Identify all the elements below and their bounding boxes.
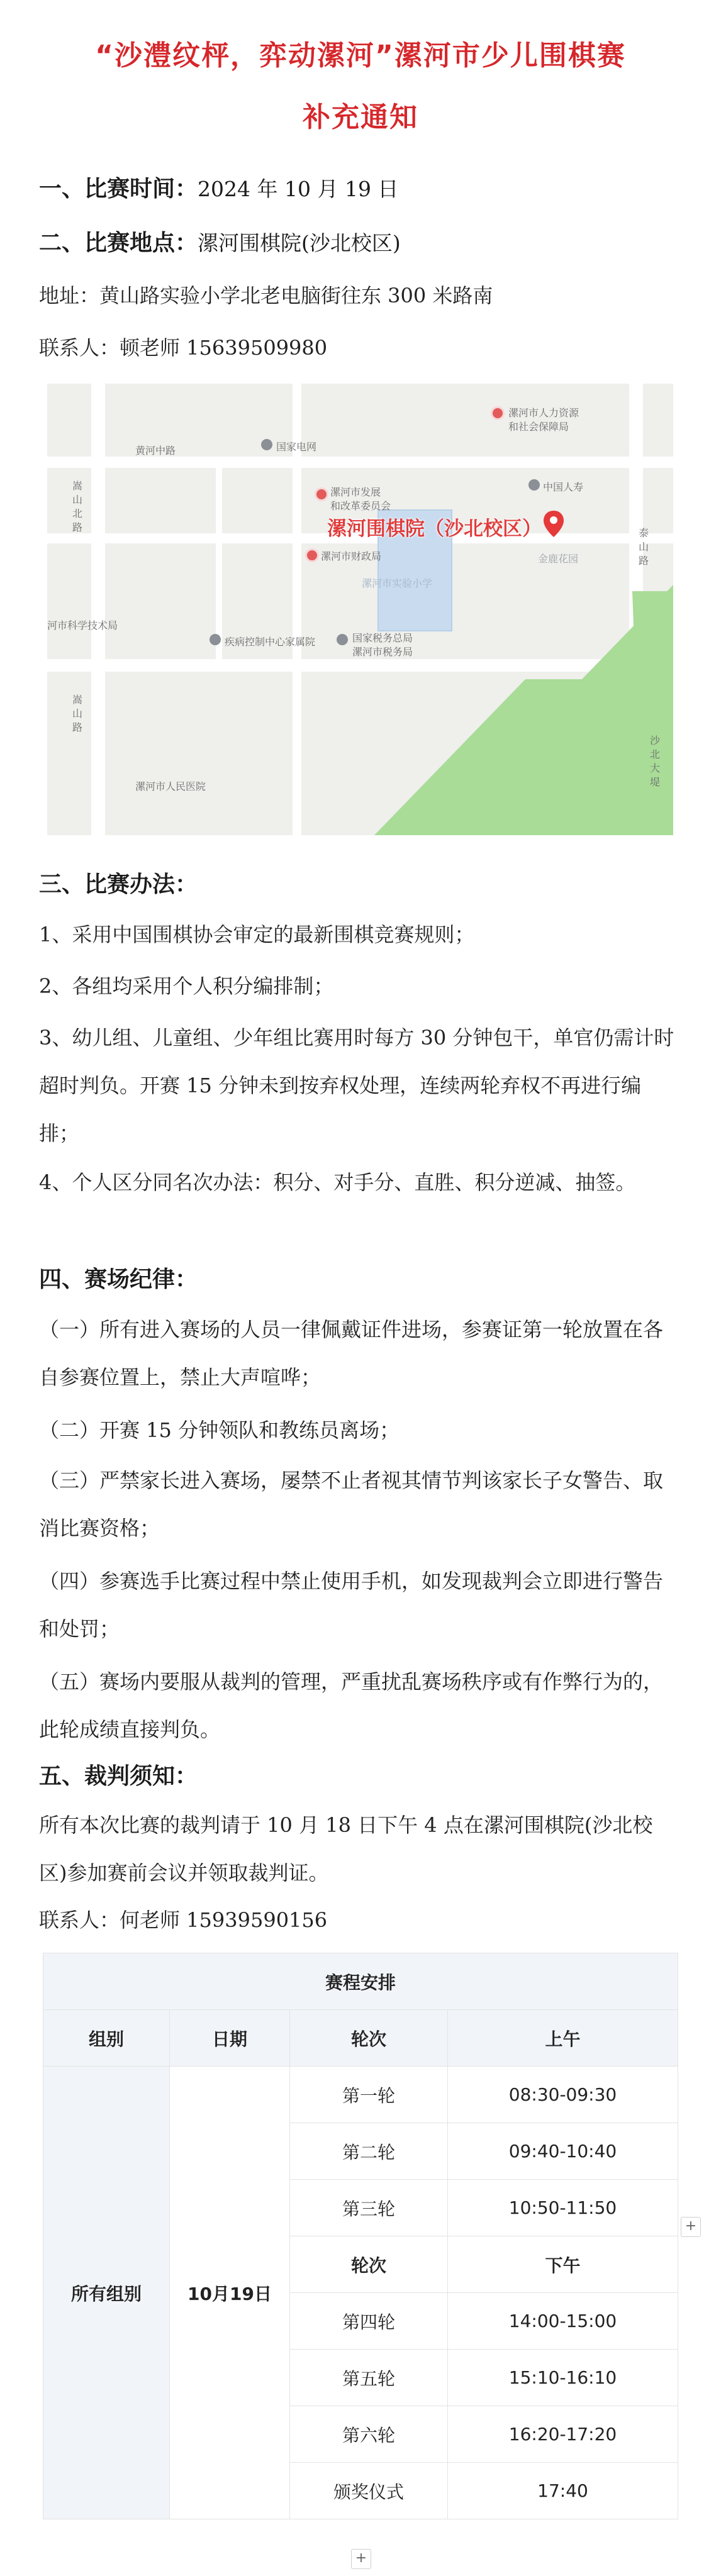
map-label: 河市科学技术局 <box>47 619 118 631</box>
referee-contact: 联系人：何老师 15939590156 <box>39 1908 328 1932</box>
discipline-item: （四）参赛选手比赛过程中禁止使用手机，如发现裁判会立即进行警告和处罚； <box>39 1569 664 1641</box>
date-cell: 10月19日 <box>170 2067 290 2519</box>
round-cell: 颁奖仪式 <box>290 2463 448 2519</box>
round-cell: 第三轮 <box>290 2180 448 2236</box>
afternoon-round-header: 轮次 <box>290 2236 448 2293</box>
map-label: 漯河市发展 <box>330 486 381 498</box>
map-label: 国家税务总局 <box>352 632 413 644</box>
poi-guojiadianwang-icon <box>261 439 272 450</box>
match-time-value: 2024 年 10 月 19 日 <box>198 177 399 201</box>
map-label: 国家电网 <box>276 441 317 453</box>
rule-item: 2、各组均采用个人积分编排制； <box>39 974 334 998</box>
map-label: 山 <box>639 541 649 553</box>
match-place <box>39 225 401 257</box>
map-label: 漯河市财政局 <box>321 550 382 562</box>
round-cell: 第四轮 <box>290 2293 448 2350</box>
map-label: 山 <box>72 494 83 506</box>
col-group-header: 组别 <box>43 2010 170 2067</box>
map-label: 漯河市税务局 <box>352 646 413 658</box>
map-label: 路 <box>639 555 649 567</box>
map-label: 嵩 <box>72 694 83 706</box>
map-label: 和改革委员会 <box>330 500 391 512</box>
poi-caizheng-icon <box>305 548 319 562</box>
schedule-table <box>43 1953 678 2519</box>
add-row-button[interactable]: + <box>351 2549 371 2569</box>
add-column-button[interactable]: + <box>681 2217 701 2237</box>
venue-pin-icon[interactable] <box>542 509 565 538</box>
discipline-item: （三）严禁家长进入赛场，屡禁不止者视其情节判该家长子女警告、取消比赛资格； <box>39 1468 664 1540</box>
map-label: 金鹿花园 <box>538 553 579 565</box>
round-cell: 第六轮 <box>290 2406 448 2463</box>
map-label: 疾病控制中心家属院 <box>225 636 316 648</box>
match-place-value: 漯河围棋院(沙北校区) <box>198 231 401 255</box>
time-cell: 10:50-11:50 <box>448 2180 678 2236</box>
map-label: 北 <box>650 748 661 760</box>
rule-item: 4、个人区分同名次办法：积分、对手分、直胜、积分逆减、抽签。 <box>39 1170 636 1194</box>
map-label: 嵩 <box>72 480 83 492</box>
time-cell: 08:30-09:30 <box>448 2067 678 2123</box>
map-label: 漯河市实验小学 <box>362 577 433 589</box>
round-cell: 第二轮 <box>290 2123 448 2180</box>
discipline-item: （五）赛场内要服从裁判的管理，严重扰乱赛场秩序或有作弊行为的，此轮成绩直接判负。 <box>39 1670 664 1741</box>
rule-item: 3、幼儿组、儿童组、少年组比赛用时每方 30 分钟包干，单官仍需计时超时判负。开赛 15 分钟未到按弃权处理，连续两轮弃权不再进行编排； <box>39 1026 674 1145</box>
afternoon-header: 下午 <box>448 2236 678 2293</box>
time-cell: 17:40 <box>448 2463 678 2519</box>
map-label: 堤 <box>650 776 661 788</box>
col-round-header: 轮次 <box>290 2010 448 2067</box>
map-label: 路 <box>72 721 83 733</box>
time-cell: 15:10-16:10 <box>448 2350 678 2406</box>
discipline-item: （二）开赛 15 分钟领队和教练员离场； <box>39 1418 400 1442</box>
address-line: 地址：黄山路实验小学北老电脑街往东 300 米路南 <box>39 284 493 308</box>
schedule-title: 赛程安排 <box>43 1953 678 2010</box>
poi-renliziyuan-icon <box>491 406 505 420</box>
referee-notice: 所有本次比赛的裁判请于 10 月 18 日下午 4 点在漯河围棋院(沙北校区)参加赛前会议并领取裁判证。 <box>39 1813 653 1885</box>
location-map[interactable] <box>47 384 673 835</box>
map-label: 泰 <box>639 527 649 539</box>
time-cell: 09:40-10:40 <box>448 2123 678 2180</box>
group-cell: 所有组别 <box>43 2067 170 2519</box>
map-label: 大 <box>650 762 661 774</box>
table-row <box>43 2067 678 2123</box>
round-cell: 第五轮 <box>290 2350 448 2406</box>
match-place-label: 二、比赛地点： <box>39 230 198 256</box>
round-cell: 第一轮 <box>290 2067 448 2123</box>
map-label: 漯河市人民医院 <box>135 780 206 792</box>
map-label: 北 <box>72 508 83 519</box>
notice-title-line1: “沙澧纹枰，弈动漯河”漯河市少儿围棋赛 <box>95 40 626 72</box>
col-date-header: 日期 <box>170 2010 290 2067</box>
match-time-label: 一、比赛时间： <box>39 176 198 202</box>
time-cell: 14:00-15:00 <box>448 2293 678 2350</box>
map-label: 沙 <box>650 735 661 747</box>
poi-shuiwu-icon <box>337 634 348 645</box>
poi-jibing-icon <box>210 634 221 645</box>
rule-item: 1、采用中国围棋协会审定的最新围棋竞赛规则； <box>39 923 475 947</box>
map-label: 黄河中路 <box>135 445 176 457</box>
time-cell: 16:20-17:20 <box>448 2406 678 2463</box>
poi-renshou-icon <box>528 479 540 491</box>
section4-heading: 四、赛场纪律： <box>39 1267 198 1292</box>
col-morning-header: 上午 <box>448 2010 678 2067</box>
discipline-item: （一）所有进入赛场的人员一律佩戴证件进场，参赛证第一轮放置在各自参赛位置上，禁止大声喧哗； <box>39 1318 664 1389</box>
notice-title-line2: 补充通知 <box>303 101 418 133</box>
map-label: 路 <box>72 521 83 533</box>
map-label: 山 <box>72 708 83 719</box>
poi-fagai-icon <box>315 487 328 501</box>
match-time <box>39 171 398 203</box>
venue-label[interactable]: 漯河围棋院（沙北校区） <box>327 518 542 540</box>
map-label: 中国人寿 <box>543 481 584 493</box>
map-label: 漯河市人力资源 <box>508 407 579 419</box>
section3-heading: 三、比赛办法： <box>39 872 198 897</box>
map-label: 和社会保障局 <box>508 421 569 433</box>
section5-heading: 五、裁判须知： <box>39 1763 198 1789</box>
contact-line: 联系人：顿老师 15639509980 <box>39 336 328 360</box>
